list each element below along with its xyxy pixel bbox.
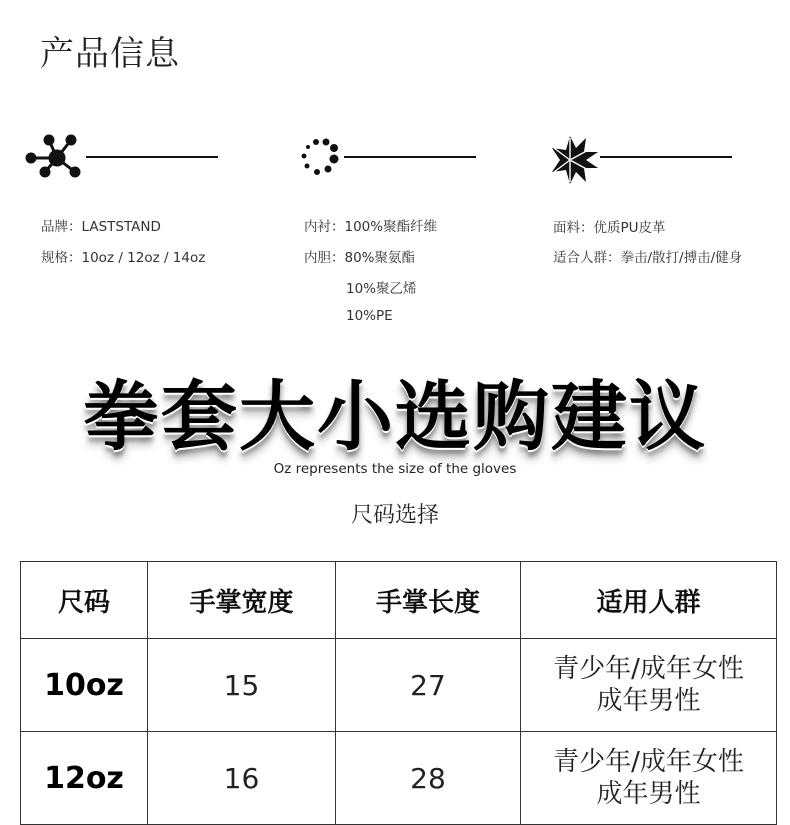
brand-text: 品牌：LASTSTAND	[41, 219, 161, 235]
dotted-circle-icon	[292, 128, 352, 188]
size-cell: 12oz	[21, 732, 148, 825]
audience-cell	[521, 732, 777, 825]
molecule-icon	[25, 128, 85, 188]
length-cell: 28	[336, 732, 521, 825]
width-cell: 15	[148, 639, 336, 732]
audience-line: 成年男性	[596, 686, 701, 716]
size-select-heading: 尺码选择	[350, 503, 439, 528]
audience-line: 青少年/成年女性	[553, 654, 744, 684]
fabric-text: 面料：优质PU皮革	[553, 220, 666, 236]
filling-text: 内胆：80%聚氨酯	[304, 250, 416, 266]
header-palm-length: 手掌长度	[336, 562, 521, 639]
length-cell: 27	[336, 639, 521, 732]
size-guide-title: 拳套大小选购建议	[83, 372, 707, 461]
snowflake-star-icon	[546, 128, 606, 188]
oz-subtitle: Oz represents the size of the gloves	[273, 461, 517, 477]
header-palm-width: 手掌宽度	[148, 562, 336, 639]
table-row	[21, 639, 777, 732]
lining-text: 内衬：100%聚酯纤维	[304, 219, 438, 235]
divider-line	[86, 156, 218, 158]
table-header-row	[21, 562, 777, 639]
audience-line: 成年男性	[596, 779, 701, 809]
audience-cell	[521, 639, 777, 732]
header-size: 尺码	[21, 562, 148, 639]
audience-line: 青少年/成年女性	[553, 747, 744, 777]
width-cell: 16	[148, 732, 336, 825]
filling-text-2: 10%聚乙烯	[346, 281, 417, 297]
size-cell: 10oz	[21, 639, 148, 732]
filling-text-3: 10%PE	[346, 308, 393, 324]
divider-line	[600, 156, 732, 158]
section-title: 产品信息	[40, 34, 180, 74]
spec-text: 规格：10oz / 12oz / 14oz	[41, 250, 206, 266]
audience-text: 适合人群：拳击/散打/搏击/健身	[553, 250, 743, 266]
header-audience: 适用人群	[521, 562, 777, 639]
size-table	[20, 561, 777, 825]
divider-line	[344, 156, 476, 158]
table-row	[21, 732, 777, 825]
